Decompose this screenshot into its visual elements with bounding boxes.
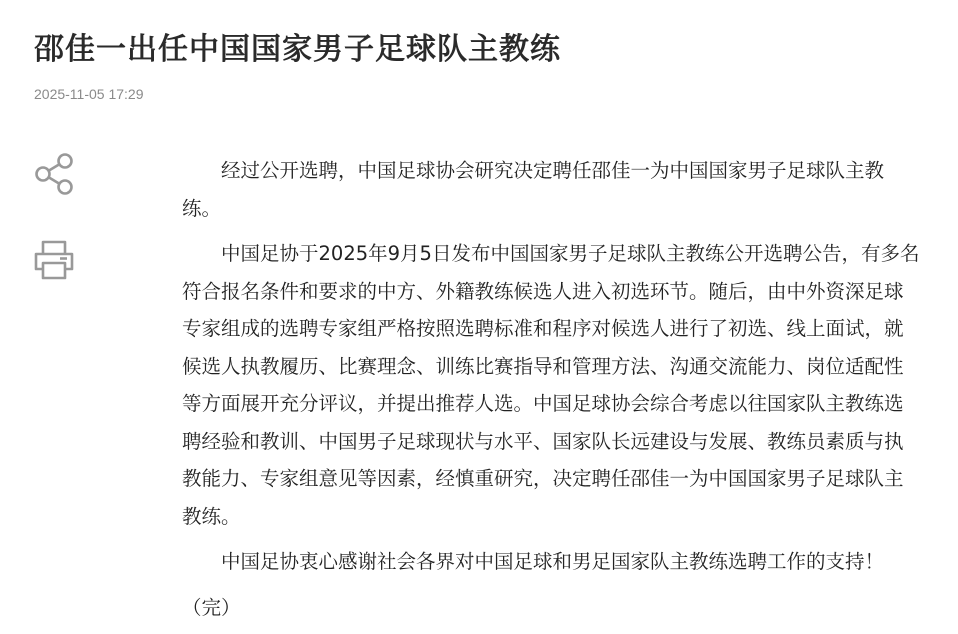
article-tools xyxy=(30,150,82,284)
article-paragraph: 经过公开选聘，中国足球协会研究决定聘任邵佳一为中国国家男子足球队主教练。 xyxy=(182,159,885,220)
share-icon[interactable] xyxy=(30,150,78,198)
article-body xyxy=(182,152,922,634)
publish-date: 2025-11-05 17:29 xyxy=(34,86,144,102)
printer-icon[interactable] xyxy=(30,236,78,284)
article-paragraph: 中国足协衷心感谢社会各界对中国足球和男足国家队主教练选聘工作的支持！ xyxy=(221,550,885,573)
article-paragraph: 中国足协于2025年9月5日发布中国国家男子足球队主教练公开选聘公告，有多名符合报名条件和要求的中方、外籍教练候选人进入初选环节。随后，由中外资深足球专家组成的选聘专家组严格按照选聘标准和程序对候选人进行了初选、线上面试，就候选人执教履历、比赛理念、训练比赛指导和管理方法、沟通交流能力、岗位适配性等方面展开充分评议，并提出推荐人选。中国足球协会综合考虑以往国家队主教练选聘经验和教训、中国男子足球现状与水平、国家队长远建设与发展、教练员素质与执教能力、专家组意见等因素，经慎重研究，决定聘任邵佳一为中国国家男子足球队主教练。 xyxy=(182,242,920,528)
article-title: 邵佳一出任中国国家男子足球队主教练 xyxy=(34,32,561,67)
article-ending: （完） xyxy=(182,595,241,619)
